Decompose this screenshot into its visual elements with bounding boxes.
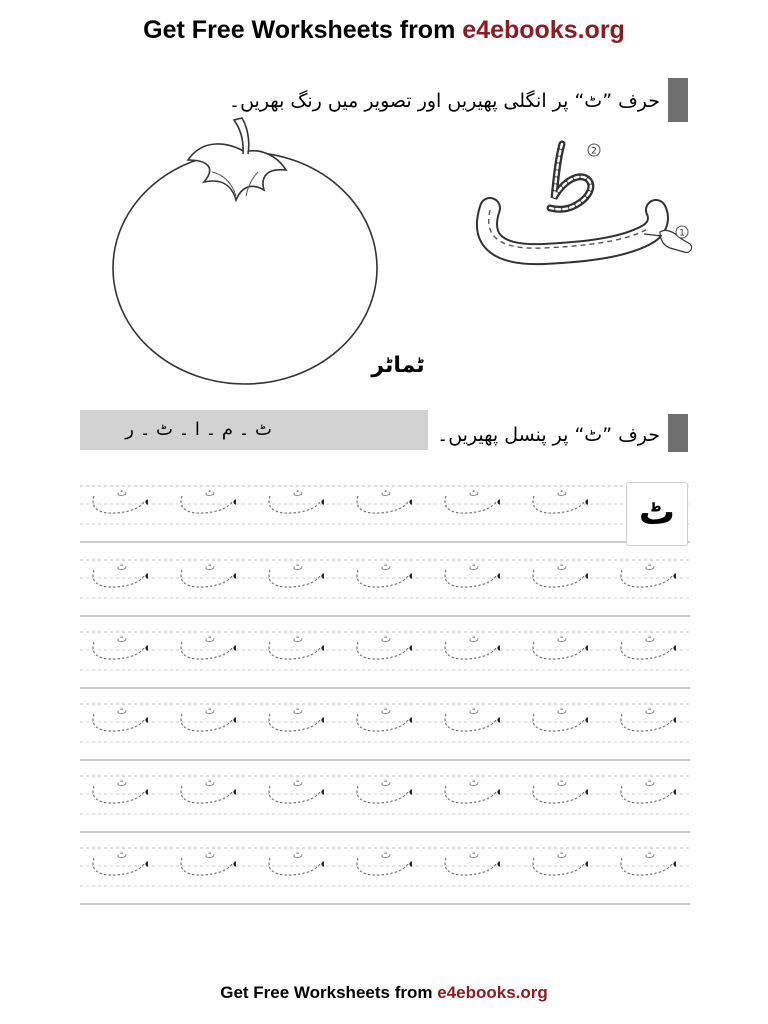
trace-letter-glyph: ٹ [556,848,568,861]
word-breakdown-box [80,410,428,450]
trace-letter[interactable] [88,554,148,590]
trace-letter[interactable] [352,626,412,662]
trace-letter-glyph: ٹ [204,486,216,499]
practice-row[interactable] [80,626,690,694]
trace-letter-glyph: ٹ [116,704,128,717]
trace-letter-glyph: ٹ [292,776,304,789]
trace-letter[interactable] [176,842,236,878]
trace-letter-glyph: ٹ [292,560,304,573]
trace-letter[interactable] [88,842,148,878]
trace-letter[interactable] [264,554,324,590]
trace-letter[interactable] [176,554,236,590]
trace-letter[interactable] [264,480,324,516]
trace-letter-glyph: ٹ [116,848,128,861]
trace-letter[interactable] [176,480,236,516]
practice-row[interactable] [80,554,690,622]
trace-letter-glyph: ٹ [644,560,656,573]
trace-letter-glyph: ٹ [468,776,480,789]
section2-instruction: حرف ”ٹ“ پر پنسل پھیریں۔ [437,424,660,446]
trace-letter[interactable] [352,554,412,590]
practice-row[interactable] [80,480,690,548]
trace-letter[interactable] [616,698,676,734]
trace-letter-glyph: ٹ [468,704,480,717]
trace-letter-glyph: ٹ [116,776,128,789]
trace-letter-glyph: ٹ [380,486,392,499]
trace-letter[interactable] [616,842,676,878]
section1-instruction: حرف ”ٹ“ پر انگلی پھیریں اور تصویر میں رنگ بھریں۔ [228,90,660,112]
trace-letter-glyph: ٹ [556,486,568,499]
trace-letter-glyph: ٹ [204,560,216,573]
page-header [0,10,768,50]
trace-letter[interactable] [88,698,148,734]
practice-row[interactable] [80,698,690,766]
stroke-number-1: 1 [679,228,685,239]
trace-letter[interactable] [528,698,588,734]
header-site-link[interactable]: e4ebooks.org [462,16,625,44]
trace-letter-glyph: ٹ [380,848,392,861]
trace-letter[interactable] [528,554,588,590]
trace-letter-glyph: ٹ [116,632,128,645]
trace-letter[interactable] [440,842,500,878]
trace-letter[interactable] [528,626,588,662]
trace-letter-glyph: ٹ [380,704,392,717]
trace-letter[interactable] [528,842,588,878]
trace-letter-glyph: ٹ [644,704,656,717]
trace-letter[interactable] [352,480,412,516]
trace-letter[interactable] [352,698,412,734]
trace-letter[interactable] [440,480,500,516]
word-breakdown-text: ٹ ۔ م ۔ ا ۔ ٹ ۔ ر [125,419,272,440]
trace-letter-glyph: ٹ [468,848,480,861]
trace-letter-glyph: ٹ [468,560,480,573]
practice-row[interactable] [80,770,690,838]
trace-letter[interactable] [616,554,676,590]
trace-letter[interactable] [440,626,500,662]
trace-letter[interactable] [440,770,500,806]
section2-marker-bar [668,414,688,452]
trace-letter-glyph: ٹ [644,848,656,861]
trace-letter-glyph: ٹ [292,848,304,861]
tomato-word-caption: ٹماٹر [371,353,425,378]
trace-letter[interactable] [616,770,676,806]
trace-letter-glyph: ٹ [204,848,216,861]
trace-letter[interactable] [264,842,324,878]
letter-tay-tracing-model [474,138,704,288]
stroke-number-2: 2 [591,146,597,157]
trace-letter-glyph: ٹ [292,486,304,499]
trace-letter-glyph: ٹ [556,704,568,717]
trace-letter-glyph: ٹ [292,632,304,645]
trace-letter-glyph: ٹ [292,704,304,717]
footer-site-link[interactable]: e4ebooks.org [437,983,548,1002]
trace-letter[interactable] [264,626,324,662]
trace-letter[interactable] [528,770,588,806]
trace-letter-glyph: ٹ [380,560,392,573]
trace-letter[interactable] [616,626,676,662]
trace-letter-glyph: ٹ [116,486,128,499]
tomato-picture [108,112,384,390]
trace-letter-glyph: ٹ [204,776,216,789]
trace-letter[interactable] [264,770,324,806]
trace-letter[interactable] [264,698,324,734]
footer-prefix: Get Free Worksheets from [220,983,433,1002]
trace-letter-glyph: ٹ [380,632,392,645]
practice-row[interactable] [80,842,690,910]
trace-letter-glyph: ٹ [468,486,480,499]
trace-letter[interactable] [352,842,412,878]
trace-letter-glyph: ٹ [204,704,216,717]
trace-letter[interactable] [176,626,236,662]
tracing-practice-area [80,480,690,914]
trace-letter-glyph: ٹ [116,560,128,573]
trace-letter-glyph: ٹ [204,632,216,645]
trace-letter-glyph: ٹ [556,632,568,645]
trace-letter-glyph: ٹ [380,776,392,789]
trace-letter[interactable] [176,698,236,734]
page-footer [0,978,768,1008]
trace-letter-glyph: ٹ [556,560,568,573]
header-prefix: Get Free Worksheets from [143,16,456,44]
trace-letter-glyph: ٹ [644,776,656,789]
trace-letter[interactable] [176,770,236,806]
trace-letter-glyph: ٹ [556,776,568,789]
trace-letter[interactable] [440,698,500,734]
trace-letter[interactable] [440,554,500,590]
model-letter-box: ٹ [626,482,688,546]
trace-letter[interactable] [352,770,412,806]
trace-letter[interactable] [88,770,148,806]
trace-letter[interactable] [88,626,148,662]
section1-marker-bar [668,78,688,122]
trace-letter[interactable] [88,480,148,516]
trace-letter[interactable] [528,480,588,516]
trace-letter-glyph: ٹ [468,632,480,645]
trace-letter-glyph: ٹ [644,632,656,645]
